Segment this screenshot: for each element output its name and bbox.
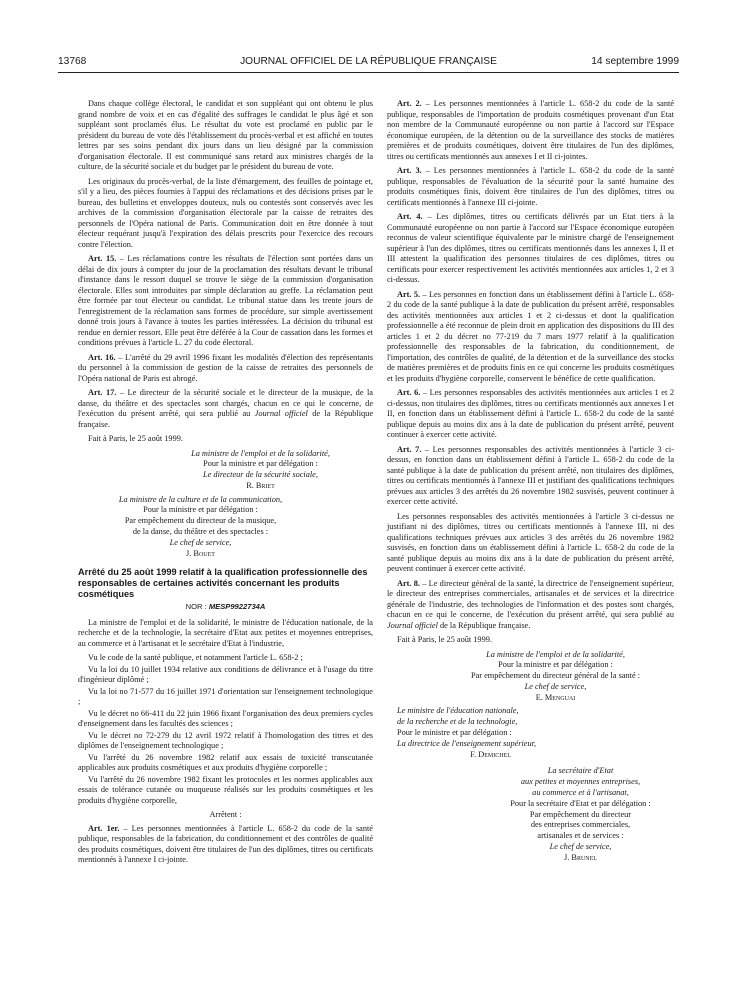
article-label: Art. 15. <box>88 254 117 263</box>
paragraph: Dans chaque collège électoral, le candidat et son suppléant qui ont obtenu le plus grand nombre de voix et en cas d'égalité des suffrages le candidat le plus âgé et son suppléant sont proclamés élus. Le résultat du vote est proclamé en public par le président du bureau de vote dès l'établissement du procès-verbal et est affiché en toutes lettres par ses soins pendant dix jours dans un lieu désigné par la commission d'organisation électorale. Il est communiqué sans retard aux ministres chargés de la culture, de la sécurité sociale et du budget par le président du bureau de vote. <box>78 99 373 171</box>
journal-title: JOURNAL OFFICIEL DE LA RÉPUBLIQUE FRANÇAISE <box>240 56 497 67</box>
decree-title: Arrêté du 25 août 1999 relatif à la qualification professionnelle des responsables de certaines activités concernant les produits cosmétiques <box>78 567 368 600</box>
article-label: Art. 17. <box>88 388 117 397</box>
article-label: Art. 8. <box>397 578 420 588</box>
visa: Vu le décret no 72-279 du 12 avril 1972 relatif à l'homologation des titres et des diplômes de l'enseignement technologique ; <box>78 730 373 751</box>
signatory-name: R. Briet <box>246 480 275 490</box>
signatory-name: F. Demichel <box>470 749 511 759</box>
article-16: Art. 16. – L'arrêté du 29 avril 1996 fixant les modalités d'élection des représentants du personnel à la commission de gestion de la caisse de retraites des personnels de l'Opéra national de Paris est abrogé. <box>78 352 373 383</box>
article-label: Art. 2. <box>397 99 422 108</box>
paragraph: Les personnes responsables des activités mentionnées à l'article 3 ci-dessus ne justifiant ni des diplômes, titres ou certificats mentionnés à l'annexe III, ni des qualifications techniques prévues aux articles 3 des arrêtés du 26 novembre 1982 susvisés, en fonction dans un établissement défini à l'article L. 658-2 du code de la santé publique depuis au moins dix ans à la date de publication du présent arrêté, peuvent continuer à exercer cette activité. <box>387 511 674 573</box>
article-label: Art. 1er. <box>88 823 120 833</box>
signature-block-1: La ministre de l'emploi et de la solidarité, Pour la ministre et par délégation : Le directeur de la sécurité sociale, R. Briet <box>78 449 373 492</box>
signatory-name: J. Bouet <box>186 548 215 558</box>
visa: Vu la loi du 10 juillet 1934 relative aux conditions de délivrance et à l'usage du titre d'ingénieur diplômé ; <box>78 664 373 685</box>
preamble: La ministre de l'emploi et de la solidarité, le ministre de l'éducation nationale, de la recherche et de la technologie, la secrétaire d'Etat aux petites et moyennes entreprises, au commerce et à l'artisanat et le secrétaire d'Etat à l'industrie, <box>78 617 373 648</box>
fait-a-paris: Fait à Paris, le 25 août 1999. <box>397 635 492 644</box>
article-label: Art. 5. <box>397 289 421 299</box>
nor-reference: NOR : MESP9922734A <box>185 602 266 612</box>
article-7: Art. 7. – Les personnes responsables des activités mentionnées à l'article 3 ci-dessus, en fonction dans un établissement défini à l'article L. 658-2 du code de la santé publique à la date de publication du présent arrêté, non titulaires des diplômes, titres ou certificats mentionnés à l'annexe III et justifiant des qualifications techniques prévues aux articles 3 des arrêtés du 26 novembre 1982 susvisés, peuvent continuer à exercer cette activité. <box>387 444 674 506</box>
signature-block-4: Le ministre de l'éducation nationale, de la recherche et de la technologie, Pour le ministre et par délégation : La directrice de l'enseignement supérieur, F. Demichel <box>387 706 674 760</box>
fait-a-paris: Fait à Paris, le 25 août 1999. <box>88 434 183 443</box>
visa: Vu l'arrêté du 26 novembre 1982 relatif aux essais de toxicité transcutanée applicables aux produits cosmétiques et aux produits d'hygiène corporelle ; <box>78 752 373 773</box>
left-column <box>78 99 373 870</box>
visa: Vu l'arrêté du 26 novembre 1982 fixant les protocoles et les normes applicables aux essais de tolérance cutanée ou muqueuse réalisés sur les produits cosmétiques et les produits d'hygiène corporelle, <box>78 774 373 805</box>
article-label: Art. 3. <box>397 166 422 175</box>
signatory-name: J. Brunel <box>564 852 597 862</box>
right-column <box>387 99 674 864</box>
article-8: Art. 8. – Le directeur général de la santé, la directrice de l'enseignement supérieur, le directeur des entreprises commerciales, artisanales et de services et la directrice générale de l'industrie, des technologies de l'information et des postes sont chargés, chacun en ce qui le concerne, de l'exécution du présent arrêté, qui sera publié au Journal officiel de la République française. <box>387 578 674 630</box>
paragraph: Les originaux du procès-verbal, de la liste d'émargement, des feuilles de pointage et, s'il y a lieu, des pièces fournies à l'appui des réclamations et des décisions prises par le bureau, des bulletins et enveloppes douteux, nuls ou contestés sont conservés avec les archives de la commission d'organisation électorale par la caisse de retraites des personnels de l'Opéra national de Paris. Communication doit en être donnée à tout électeur requérant jusqu'à l'expiration des délais prescrits pour l'exercice des recours contre l'élection. <box>78 176 373 249</box>
page-header <box>58 56 679 70</box>
article-label: Art. 16. <box>88 352 116 362</box>
article-17: Art. 17. – Le directeur de la sécurité sociale et le directeur de la musique, de la danse, du théâtre et des spectacles sont chargés, chacun en ce qui le concerne, de l'exécution du présent arrêté, qui sera publié au Journal officiel de la République française. <box>78 388 373 429</box>
visa: Vu la loi no 71-577 du 16 juillet 1971 d'orientation sur l'enseignement technologique ; <box>78 686 373 707</box>
header-rule <box>58 72 679 73</box>
article-label: Art. 4. <box>397 212 423 221</box>
arretent: Arrêtent : <box>209 810 242 820</box>
article-label: Art. 7. <box>397 444 422 454</box>
visa: Vu le décret no 66-411 du 22 juin 1966 fixant l'organisation des deux premiers cycles d'enseignement dans les facultés des sciences ; <box>78 708 373 729</box>
signature-block-2: La ministre de la culture et de la communication, Pour la ministre et par délégation : Par empêchement du directeur de la musique, de la danse, du théâtre et des spectacles : Le chef de service, J. Bouet <box>78 495 373 560</box>
issue-date: 14 septembre 1999 <box>591 56 679 67</box>
page-number: 13768 <box>58 56 87 67</box>
article-6: Art. 6. – Les personnes responsables des activités mentionnées aux articles 1 et 2 ci-dessus, non titulaires des diplômes, titres ou certificats mentionnés aux annexes I et II, en fonction dans un établissement défini à l'article L. 658-2 du code de la santé publique depuis au moins dix ans à la date de publication du présent arrêté, peuvent continuer à exercer cette activité. <box>387 388 674 439</box>
article-2: Art. 2. – Les personnes mentionnées à l'article L. 658-2 du code de la santé publique, responsables de l'importation de produits cosmétiques provenant d'un Etat non membre de la Communauté européenne ou non partie à l'accord sur l'Espace économique européen, de la détention ou de la surveillance des stocks de matières premières et de produits cosmétiques, doivent être titulaires de l'un des diplômes, titres ou certificats mentionnés aux annexes I et II ci-jointes. <box>387 99 674 161</box>
signature-block-3: La ministre de l'emploi et de la solidarité, Pour la ministre et par délégation : Par empêchement du directeur général de la santé : Le chef de service, E. Menguai <box>387 650 674 704</box>
signatory-name: E. Menguai <box>535 692 576 702</box>
visa: Vu le code de la santé publique, et notamment l'article L. 658-2 ; <box>88 653 303 663</box>
article-4: Art. 4. – Les diplômes, titres ou certificats délivrés par un Etat tiers à la Communauté européenne ou non partie à l'accord sur l'Espace économique européen reconnus de valeur scientifique équivalente par le ministre chargé de l'enseignement supérieur à l'un des diplômes, titres ou certificats mentionnés dans les annexes I, II et III attestent la qualification des personnes titulaires de ces diplômes, titres ou certificats pour exercer respectivement les activités mentionnées aux articles 1, 2 et 3 ci-dessus. <box>387 212 674 284</box>
article-15: Art. 15. – Les réclamations contre les résultats de l'élection sont portées dans un délai de dix jours à compter du jour de la proclamation des résultats devant le tribunal d'instance dans le ressort duquel se trouve le siège de la commission d'organisation électorale. Elles sont introduites par simple déclaration au greffe. La réclamation peut être formée par tout électeur ou candidat. Le tribunal statue dans les trente jours de l'enregistrement de la réclamation sans formes de procédure, sur simple avertissement donné trois jours à l'avance à toutes les parties intéressées. La décision du tribunal est rendue en dernier ressort. Elle peut être déférée à la Cour de cassation dans les formes et conditions prévues à l'article L. 27 du code électoral. <box>78 254 373 347</box>
article-label: Art. 6. <box>397 388 421 397</box>
article-5: Art. 5. – Les personnes en fonction dans un établissement défini à l'article L. 658-2 du code de la santé publique à la date de publication du présent arrêté, responsables des activités mentionnées aux articles 1 et 2 ci-dessus et dont la qualification professionnelle a été reconnue de plein droit en application des dispositions du III des articles 1 et 2 du décret no 77-219 du 7 mars 1977 relatif à la qualification professionnelle des responsables de la fabrication, du conditionnement, de l'importation, des contrôles de qualité, de la détention et de la surveillance des stocks de matières premières et de produits finis en ce qui concerne les produits cosmétiques et les produits d'hygiène corporelle, conservent le bénéfice de cette qualification. <box>387 289 674 383</box>
article-1: Art. 1er. – Les personnes mentionnées à l'article L. 658-2 du code de la santé publique, responsables de la fabrication, du conditionnement et des contrôles de qualité des produits cosmétiques, doivent être titulaires de l'un des diplômes, titres ou certificats mentionnés à l'annexe I ci-jointe. <box>78 823 373 865</box>
signature-block-5: La secrétaire d'Etat aux petites et moyennes entreprises, au commerce et à l'artisanat, Pour la secrétaire d'Etat et par délégation : Par empêchement du directeur des entreprises commerciales, artisanales et de services : Le chef de service, J. Brunel <box>387 766 674 863</box>
article-3: Art. 3. – Les personnes mentionnées à l'article L. 658-2 du code de la santé publique, responsables de l'évaluation de la sécurité pour la santé humaine des produits cosmétiques finis, doivent être titulaires de l'un des diplômes, titres ou certificats mentionnés à l'annexe III ci-jointe. <box>387 166 674 207</box>
